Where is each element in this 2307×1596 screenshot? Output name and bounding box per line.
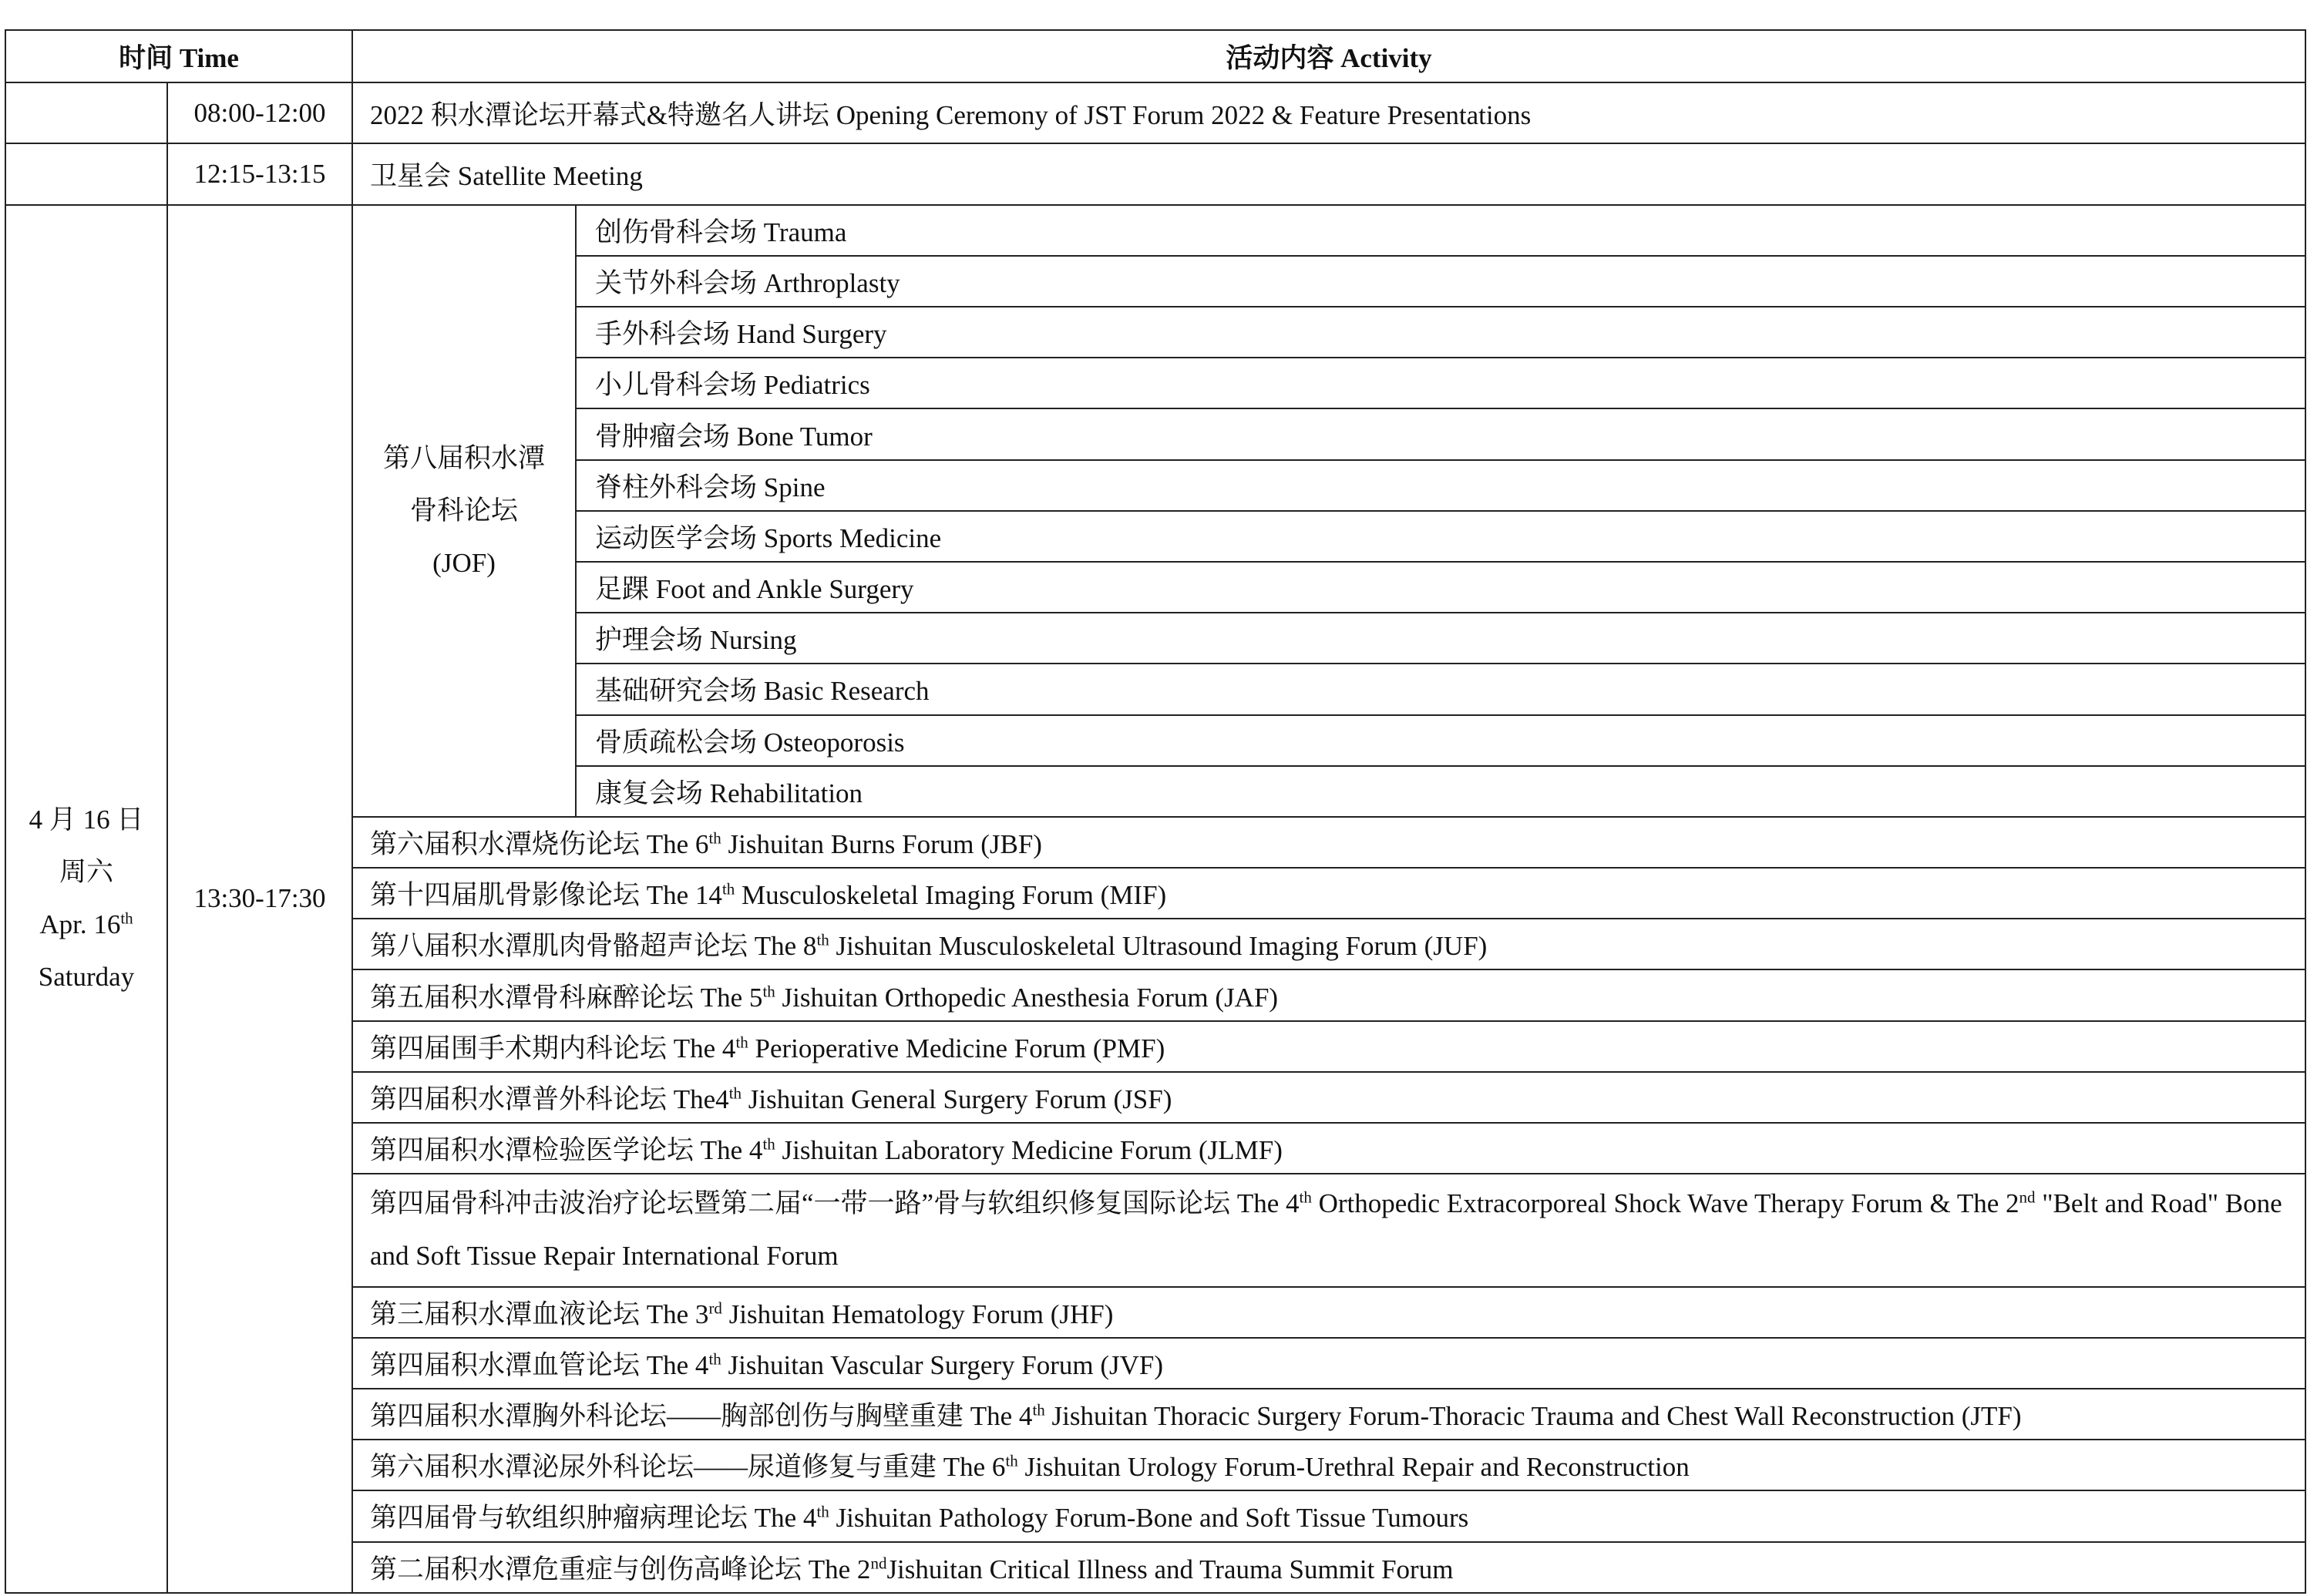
date-en-sup: th — [120, 909, 133, 928]
forum-sup: nd — [2019, 1188, 2036, 1207]
table-row — [5, 82, 2305, 143]
forum-text: 第四届骨科冲击波治疗论坛暨第二届“一带一路”骨与软组织修复国际论坛 The 4 — [370, 1188, 1300, 1219]
forum-text: Musculoskeletal Imaging Forum (MIF) — [735, 880, 1167, 911]
forum-sup: th — [721, 879, 735, 899]
activity-cell: 2022 积水潭论坛开幕式&特邀名人讲坛 Opening Ceremony of JST Forum 2022 & Feature Presentations — [352, 82, 2305, 143]
session-item: 基础研究会场 Basic Research — [576, 664, 2305, 714]
session-item: 护理会场 Nursing — [576, 613, 2305, 664]
forum-text: 第十四届肌骨影像论坛 The 14 — [370, 880, 722, 911]
empty-date-cell — [5, 82, 167, 143]
forum-sup: nd — [870, 1554, 887, 1573]
forum-item — [352, 868, 2305, 919]
table-row — [5, 205, 2305, 256]
forum-sup: th — [1299, 1188, 1312, 1207]
forum-text: 第六届积水潭泌尿外科论坛——尿道修复与重建 The 6 — [370, 1452, 1006, 1483]
forum-text: 第四届骨与软组织肿瘤病理论坛 The 4 — [370, 1503, 817, 1534]
forum-sup: th — [735, 1033, 748, 1052]
session-item: 脊柱外科会场 Spine — [576, 460, 2305, 511]
forum-text: Jishuitan Thoracic Surgery Forum-Thoracic Trauma and Chest Wall Reconstruction (JTF) — [1044, 1401, 2022, 1432]
forum-text: Jishuitan General Surgery Forum (JSF) — [742, 1084, 1172, 1114]
session-item: 运动医学会场 Sports Medicine — [576, 511, 2305, 562]
forum-item — [352, 1287, 2305, 1338]
forum-text: Jishuitan Urology Forum-Urethral Repair and Reconstruction — [1017, 1452, 1690, 1483]
session-item: 骨肿瘤会场 Bone Tumor — [576, 408, 2305, 459]
forum-text: Orthopedic Extracorporeal Shock Wave Therapy Forum & The 2 — [1311, 1188, 2019, 1219]
forum-sup: th — [708, 1349, 721, 1369]
forum-text: Jishuitan Musculoskeletal Ultrasound Imaging Forum (JUF) — [829, 931, 1488, 962]
forum-text: 第四届积水潭检验医学论坛 The 4 — [370, 1135, 763, 1166]
table-row — [5, 143, 2305, 204]
forum-item — [352, 1021, 2305, 1072]
forum-sup: th — [1005, 1451, 1018, 1470]
forum-sup: th — [708, 828, 721, 848]
forum-text: Jishuitan Orthopedic Anesthesia Forum (JAF) — [775, 982, 1279, 1013]
forum-item — [352, 919, 2305, 969]
date-en — [6, 899, 166, 951]
time-cell: 12:15-13:15 — [167, 143, 352, 204]
session-item: 骨质疏松会场 Osteoporosis — [576, 715, 2305, 766]
forum-text: 第八届积水潭肌肉骨骼超声论坛 The 8 — [370, 931, 817, 962]
session-item: 康复会场 Rehabilitation — [576, 766, 2305, 817]
forum-text: "Belt and Road" Bone and Soft Tissue Repair International Forum — [370, 1188, 2282, 1272]
forum-item — [352, 1072, 2305, 1123]
time-cell: 08:00-12:00 — [167, 82, 352, 143]
forum-text: 第五届积水潭骨科麻醉论坛 The 5 — [370, 982, 763, 1013]
forum-text: Jishuitan Pathology Forum-Bone and Soft Tissue Tumours — [829, 1503, 1469, 1534]
forum-item — [352, 1123, 2305, 1174]
forum-text: Jishuitan Hematology Forum (JHF) — [721, 1299, 1114, 1329]
forum-item — [352, 1440, 2305, 1490]
forum-item — [352, 969, 2305, 1020]
forum-text: Jishuitan Laboratory Medicine Forum (JLMF) — [775, 1135, 1283, 1166]
session-item: 足踝 Foot and Ankle Surgery — [576, 562, 2305, 613]
session-item: 创伤骨科会场 Trauma — [576, 205, 2305, 256]
schedule-table — [5, 29, 2306, 1594]
weekday-en: Saturday — [38, 962, 135, 993]
activity-cell: 卫星会 Satellite Meeting — [352, 143, 2305, 204]
forum-text: 第四届积水潭血管论坛 The 4 — [370, 1349, 709, 1380]
forum-sup: th — [1032, 1400, 1045, 1420]
empty-date-cell — [5, 143, 167, 204]
header-row — [5, 30, 2305, 82]
forum-text: 第二届积水潭危重症与创伤高峰论坛 The 2 — [370, 1554, 871, 1584]
forum-text: Perioperative Medicine Forum (PMF) — [748, 1033, 1165, 1063]
forum-text: Jishuitan Burns Forum (JBF) — [721, 829, 1042, 859]
forum-text: 第四届积水潭普外科论坛 The4 — [370, 1084, 729, 1114]
forum-text: 第四届围手术期内科论坛 The 4 — [370, 1033, 736, 1063]
forum-text: Jishuitan Vascular Surgery Forum (JVF) — [721, 1349, 1164, 1380]
session-item: 手外科会场 Hand Surgery — [576, 307, 2305, 358]
forum-item — [352, 817, 2305, 868]
date-cell — [5, 205, 167, 1593]
forum-text: 第六届积水潭烧伤论坛 The 6 — [370, 829, 709, 859]
forum-item — [352, 1338, 2305, 1389]
forum-sup: th — [762, 1134, 775, 1154]
forum-text: 第四届积水潭胸外科论坛——胸部创伤与胸壁重建 The 4 — [370, 1401, 1033, 1432]
jof-cell — [352, 205, 576, 817]
forum-item — [352, 1174, 2305, 1286]
session-item: 小儿骨科会场 Pediatrics — [576, 358, 2305, 408]
date-zh: 4 月 16 日 — [29, 805, 144, 835]
forum-sup: th — [816, 930, 829, 949]
forum-item — [352, 1389, 2305, 1440]
jof-line-1: 第八届积水潭 — [383, 442, 546, 473]
jof-line-3: (JOF) — [432, 547, 496, 578]
forum-text: Jishuitan Critical Illness and Trauma Summit Forum — [886, 1554, 1454, 1584]
forum-text: 第三届积水潭血液论坛 The 3 — [370, 1299, 709, 1329]
session-item: 关节外科会场 Arthroplasty — [576, 256, 2305, 307]
activity-header: 活动内容 Activity — [352, 30, 2305, 82]
forum-sup: th — [762, 981, 775, 1000]
forum-sup: rd — [708, 1299, 722, 1318]
time-header: 时间 Time — [5, 30, 352, 82]
jof-line-2: 骨科论坛 — [410, 495, 519, 526]
weekday-zh: 周六 — [59, 857, 113, 888]
forum-item — [352, 1490, 2305, 1541]
forum-sup: th — [728, 1084, 742, 1103]
date-en-text: Apr. 16 — [39, 909, 121, 940]
afternoon-time-cell: 13:30-17:30 — [167, 205, 352, 1593]
forum-item — [352, 1542, 2305, 1593]
forum-sup: th — [816, 1502, 829, 1521]
